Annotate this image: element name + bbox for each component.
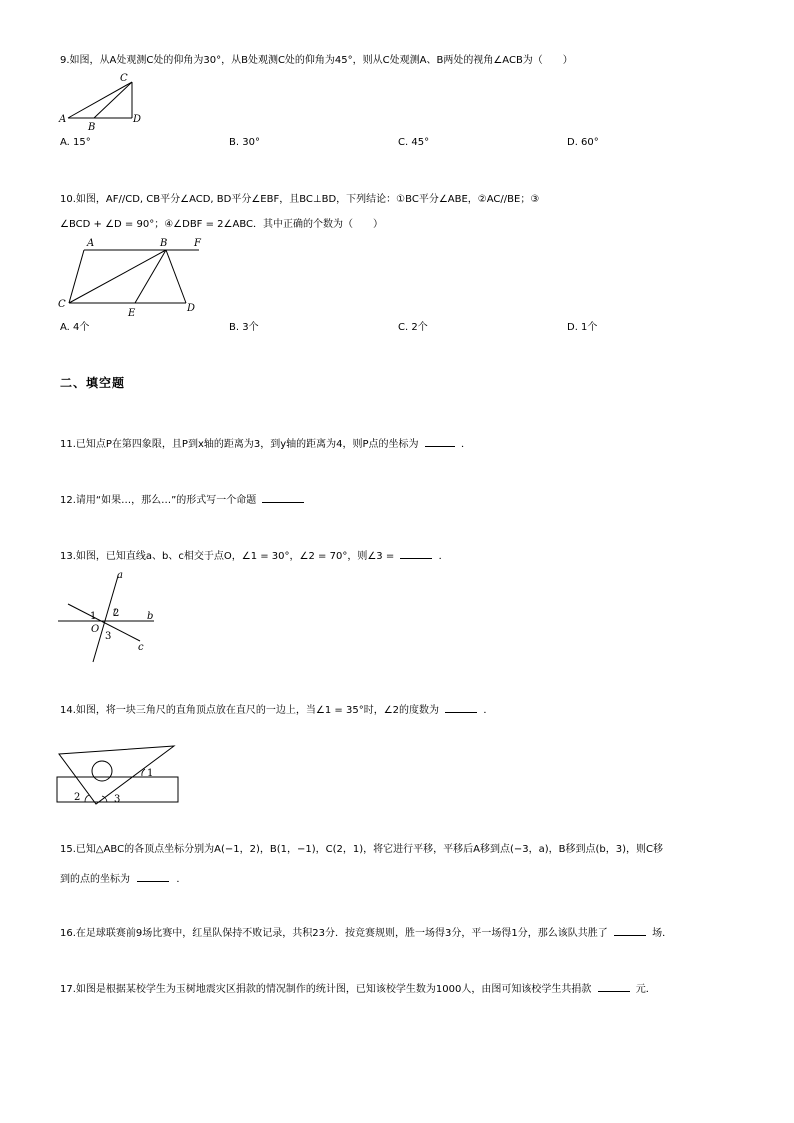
q13-figure [56, 566, 166, 666]
q13-answer-blank[interactable] [400, 548, 432, 559]
q10-option-b[interactable]: B. 3个 [229, 322, 259, 333]
q12-answer-blank[interactable] [262, 492, 304, 503]
q10-option-c[interactable]: C. 2个 [398, 322, 428, 333]
q13-label-a: a [117, 570, 123, 581]
q15-text-line2: 到的点的坐标为 [60, 874, 130, 885]
q10-label-E: E [128, 308, 136, 319]
q9-option-b[interactable]: B. 30° [229, 137, 260, 148]
q16-tail: 场． [652, 928, 673, 939]
q9-label-A: A [59, 114, 67, 125]
q10-label-B: B [160, 238, 168, 249]
q14-tail: ． [483, 705, 494, 716]
q10-text-line1: 10.如图，AF//CD, CB平分∠ACD, BD平分∠EBF，且BC⊥BD，下列结论：①BC平分∠ABE，②AC//BE；③ [60, 194, 540, 205]
q16-answer-blank[interactable] [614, 925, 646, 936]
q10-label-D: D [187, 303, 196, 314]
q12-text: 12.请用“如果…，那么…”的形式写一个命题 [60, 495, 257, 506]
q14-text: 14.如图，将一块三角尺的直角顶点放在直尺的一边上，当∠1 = 35°时，∠2的度数为 [60, 705, 440, 716]
q13-label-2: 2 [113, 608, 120, 619]
q12-line [60, 492, 304, 508]
q10-text-line2: ∠BCD + ∠D = 90°；④∠DBF = 2∠ABC．其中正确的个数为（ ） [60, 219, 384, 230]
q13-label-1: 1 [90, 611, 97, 622]
q15-text-line1: 15.已知△ABC的各顶点坐标分别为A(−1，2)，B(1，−1)，C(2，1)，将它进行平移，平移后A移到点(−3，a)，B移到点(b，3)，则C移 [60, 844, 663, 855]
q9-label-D: D [133, 114, 142, 125]
q10-option-a[interactable]: A. 4个 [60, 322, 90, 333]
q9-text: 9.如图，从A处观测C处的仰角为30°，从B处观测C处的仰角为45°，则从C处观测A、B两处的视角∠ACB为（ ） [60, 55, 573, 66]
q17-tail: 元． [635, 984, 656, 995]
q14-answer-blank[interactable] [445, 702, 477, 713]
q11-answer-blank[interactable] [425, 436, 455, 447]
q9-option-d[interactable]: D. 60° [567, 137, 599, 148]
q11-tail: ． [460, 439, 471, 450]
q9-option-a[interactable]: A. 15° [60, 137, 91, 148]
q17-text: 17.如图是根据某校学生为玉树地震灾区捐款的情况制作的统计图，已知该校学生数为1000人，由图可知该校学生共捐款 [60, 984, 592, 995]
q15-tail: ． [176, 874, 187, 885]
q17-line [60, 981, 656, 997]
q13-label-c: c [138, 642, 144, 653]
q10-label-F: F [194, 238, 201, 249]
q9-figure [58, 70, 158, 133]
q13-line [60, 548, 449, 564]
q14-figure [56, 744, 186, 810]
q10-option-d[interactable]: D. 1个 [567, 322, 598, 333]
q15-answer-blank[interactable] [137, 871, 169, 882]
q16-line [60, 925, 672, 941]
q15-line2 [60, 871, 186, 887]
q17-answer-blank[interactable] [598, 981, 630, 992]
q10-figure [56, 236, 216, 318]
q10-label-C: C [58, 299, 66, 310]
q13-label-O: O [91, 624, 100, 635]
section-title: 二、填空题 [60, 376, 126, 390]
q13-label-3: 3 [105, 631, 112, 642]
q13-label-b: b [147, 611, 154, 622]
q10-label-A: A [87, 238, 95, 249]
q14-label-3: 3 [114, 794, 121, 805]
q13-text: 13.如图，已知直线a、b、c相交于点O，∠1 = 30°，∠2 = 70°，则∠3 = [60, 551, 395, 562]
q13-tail: ． [438, 551, 449, 562]
q9-label-C: C [120, 73, 128, 84]
q11-line [60, 436, 471, 452]
q9-label-B: B [88, 122, 96, 133]
q11-text: 11.已知点P在第四象限，且P到x轴的距离为3，到y轴的距离为4，则P点的坐标为 [60, 439, 419, 450]
q14-label-1: 1 [147, 768, 154, 779]
q16-text: 16.在足球联赛前9场比赛中，红星队保持不败记录，共积23分．按竞赛规则，胜一场得3分，平一场得1分，那么该队共胜了 [60, 928, 608, 939]
q9-option-c[interactable]: C. 45° [398, 137, 430, 148]
q14-line [60, 702, 493, 718]
q14-label-2: 2 [74, 792, 81, 803]
